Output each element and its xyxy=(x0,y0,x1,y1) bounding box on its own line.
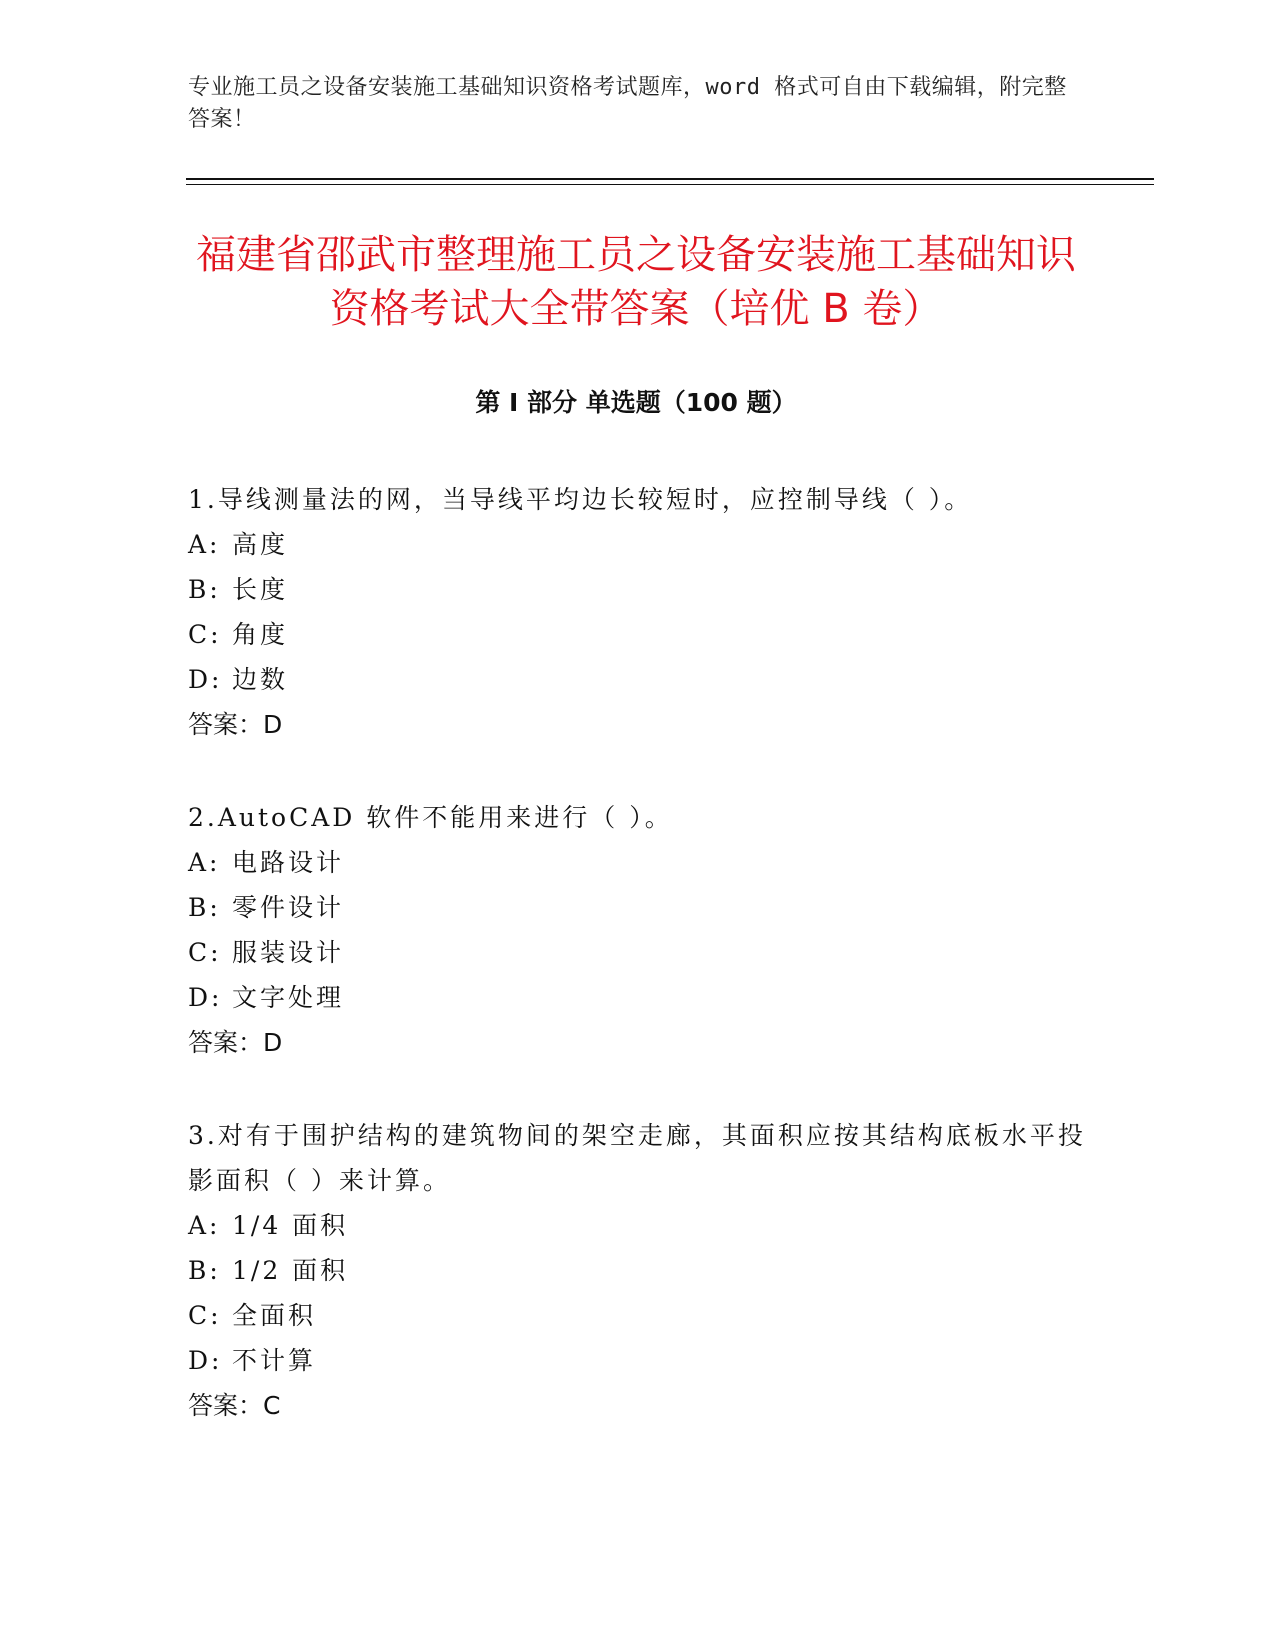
option-key: C: xyxy=(188,620,222,649)
option-b xyxy=(188,885,1088,930)
option-d xyxy=(188,975,1088,1020)
option-text: 角度 xyxy=(232,620,289,649)
option-b xyxy=(188,1248,1088,1293)
header-rule-thick xyxy=(186,178,1154,180)
option-text: 1/4 面积 xyxy=(232,1211,349,1240)
option-d xyxy=(188,1338,1088,1383)
question-2 xyxy=(188,795,1088,1065)
option-text: 全面积 xyxy=(232,1301,317,1330)
question-1 xyxy=(188,477,1088,747)
answer-line: 答案：D xyxy=(188,710,283,739)
option-key: A: xyxy=(188,848,221,877)
option-c xyxy=(188,1293,1088,1338)
option-text: 电路设计 xyxy=(232,848,345,877)
option-key: B: xyxy=(188,1256,221,1285)
option-key: C: xyxy=(188,938,222,967)
option-key: A: xyxy=(188,530,221,559)
option-key: A: xyxy=(188,1211,221,1240)
option-text: 不计算 xyxy=(232,1346,317,1375)
section-title: 第 I 部分 单选题（100 题） xyxy=(475,388,797,417)
answer-line: 答案：C xyxy=(188,1391,281,1420)
option-text: 1/2 面积 xyxy=(232,1256,349,1285)
option-c xyxy=(188,612,1088,657)
option-key: D: xyxy=(188,983,223,1012)
question-stem: 3.对有于围护结构的建筑物间的架空走廊，其面积应按其结构底板水平投影面积（ ）来计算。 xyxy=(188,1121,1086,1195)
option-a xyxy=(188,522,1088,567)
question-stem: 1.导线测量法的网，当导线平均边长较短时，应控制导线（ ）。 xyxy=(188,485,973,514)
option-text: 边数 xyxy=(232,665,289,694)
header-note: 专业施工员之设备安装施工基础知识资格考试题库，word 格式可自由下载编辑，附完整答案！ xyxy=(188,75,1067,132)
option-text: 服装设计 xyxy=(232,938,345,967)
answer-line: 答案：D xyxy=(188,1028,283,1057)
question-stem: 2.AutoCAD 软件不能用来进行（ ）。 xyxy=(188,803,673,832)
option-b xyxy=(188,567,1088,612)
header-rule-thin xyxy=(186,184,1154,185)
option-text: 长度 xyxy=(232,575,289,604)
question-list xyxy=(188,477,1088,1476)
question-3 xyxy=(188,1113,1088,1428)
option-d xyxy=(188,657,1088,702)
option-a xyxy=(188,1203,1088,1248)
option-key: D: xyxy=(188,665,223,694)
option-a xyxy=(188,840,1088,885)
document-title: 福建省邵武市整理施工员之设备安装施工基础知识资格考试大全带答案（培优 B 卷） xyxy=(196,232,1076,332)
option-key: C: xyxy=(188,1301,222,1330)
option-c xyxy=(188,930,1088,975)
option-text: 高度 xyxy=(232,530,289,559)
option-key: D: xyxy=(188,1346,223,1375)
option-key: B: xyxy=(188,575,221,604)
option-key: B: xyxy=(188,893,221,922)
option-text: 零件设计 xyxy=(232,893,345,922)
option-text: 文字处理 xyxy=(232,983,345,1012)
